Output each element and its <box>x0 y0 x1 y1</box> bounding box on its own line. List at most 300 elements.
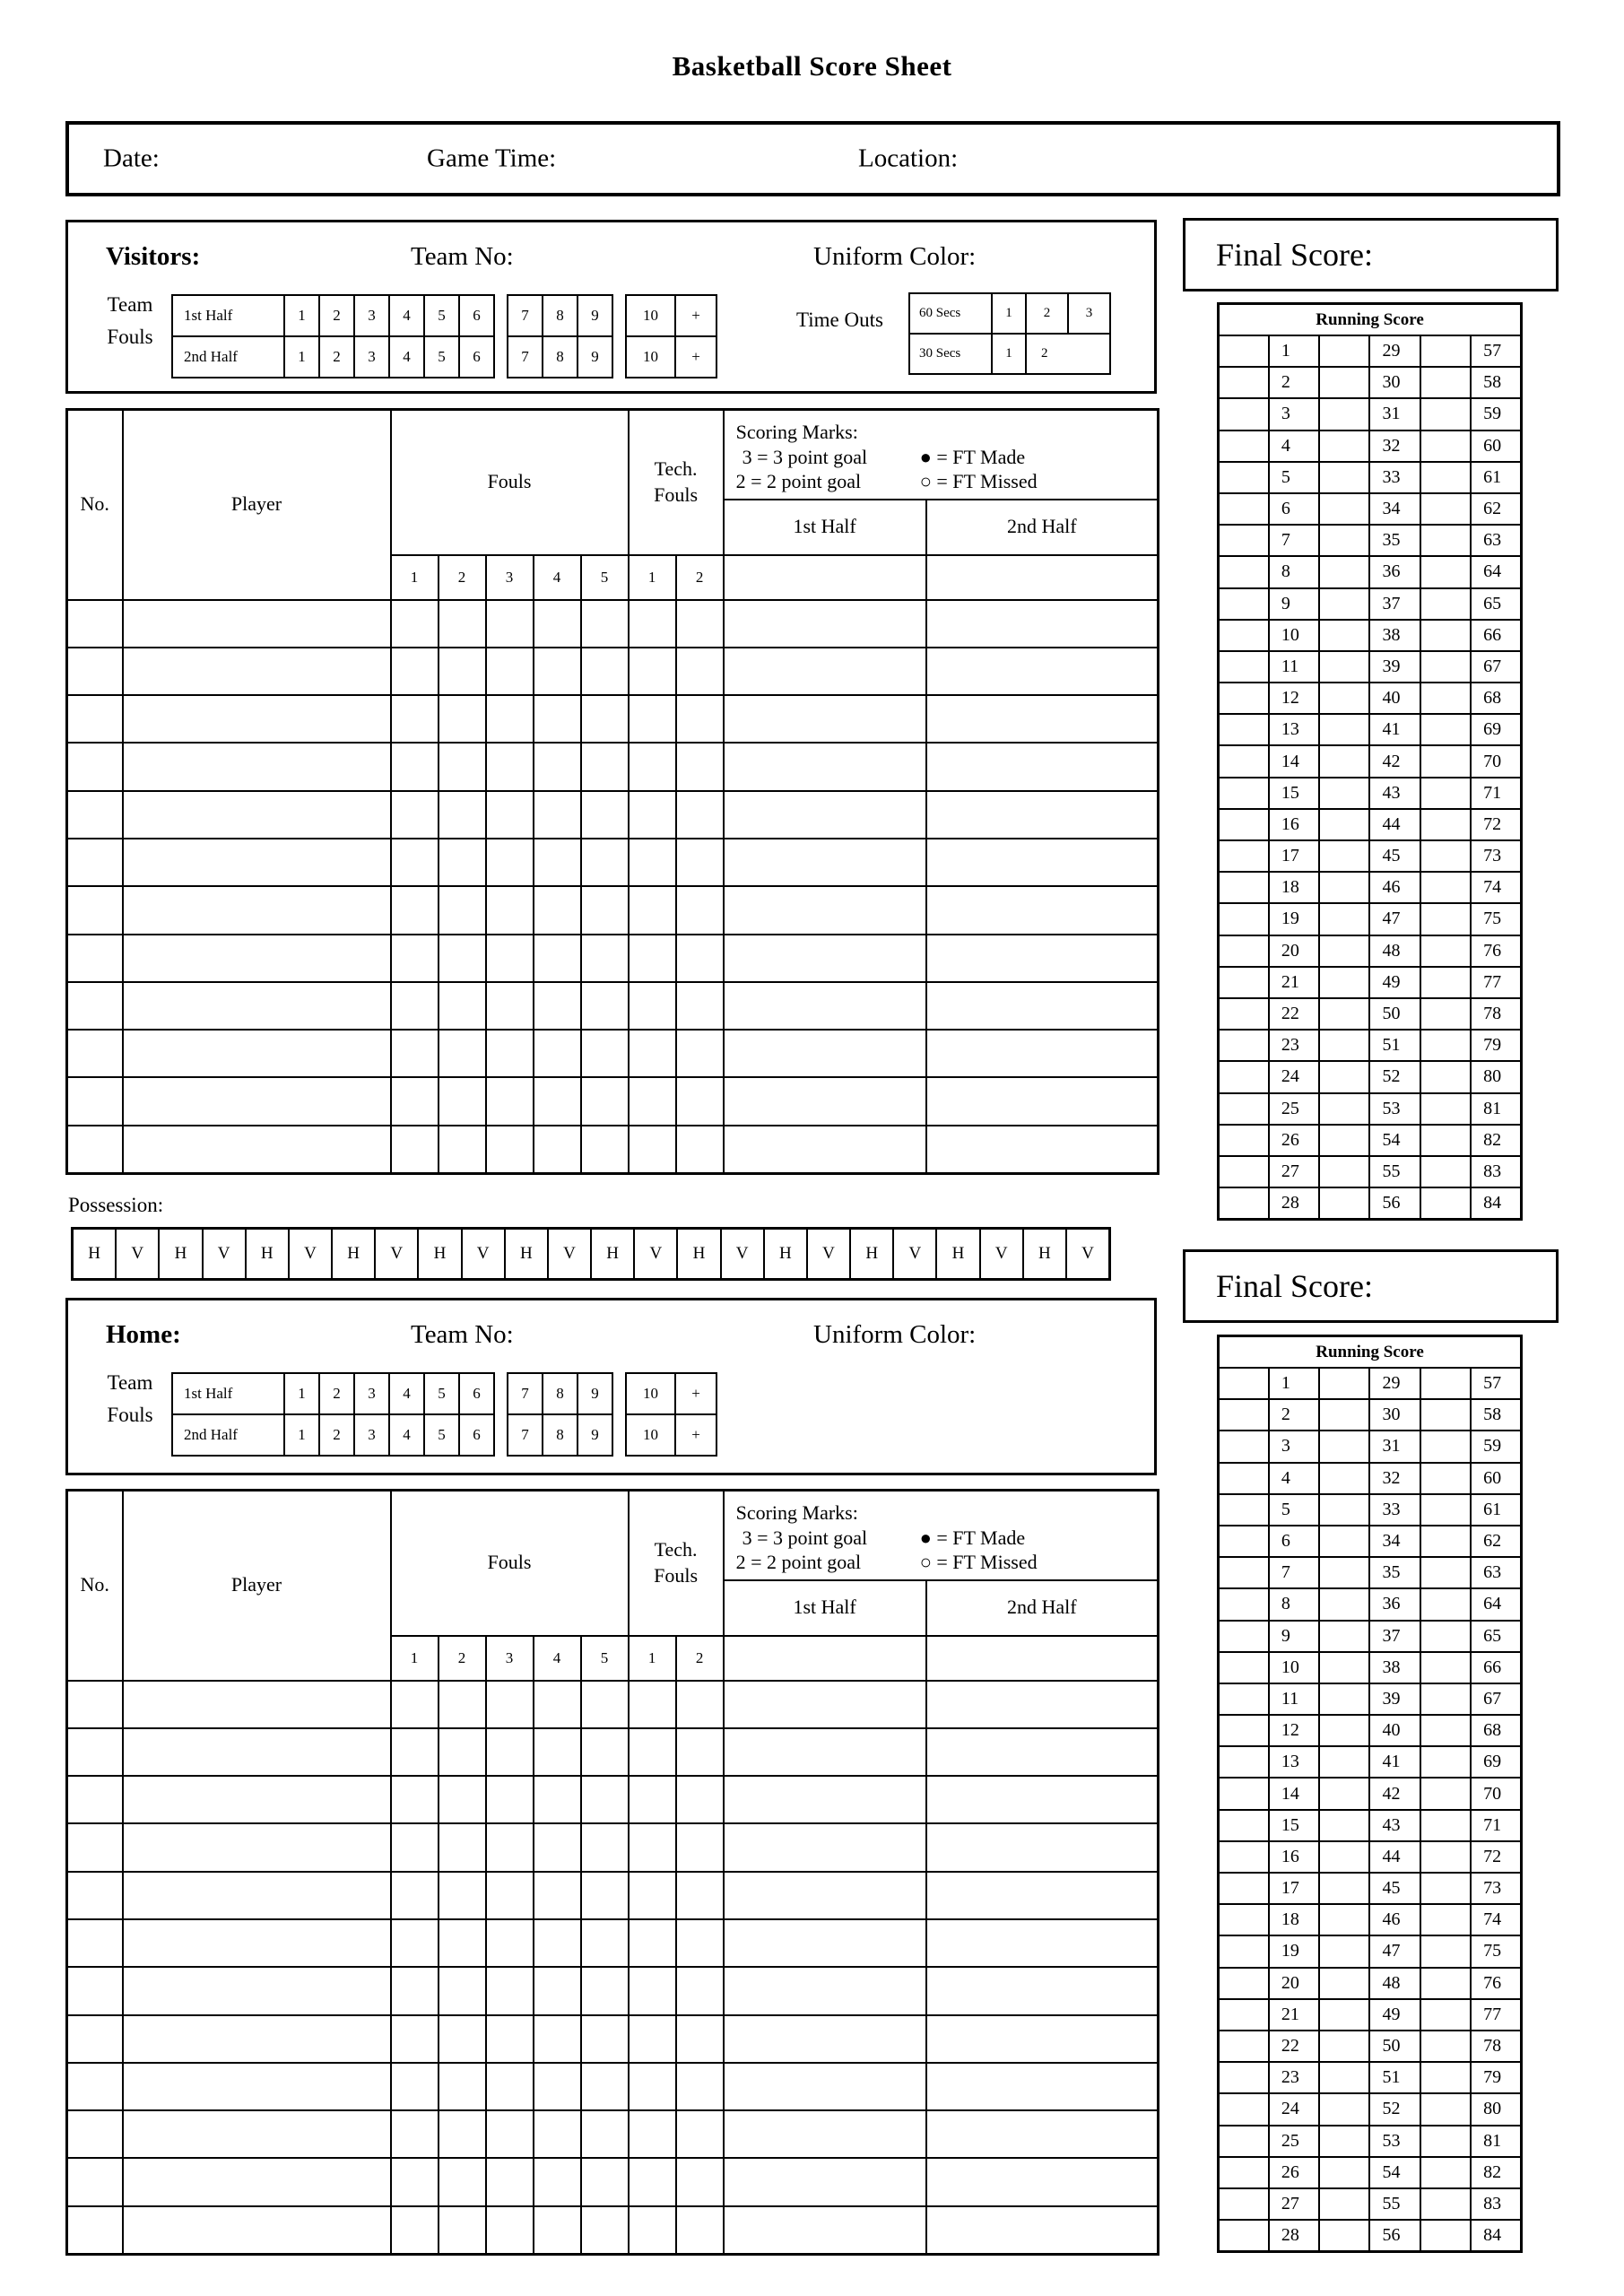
running-score-mark-cell[interactable] <box>1219 1399 1269 1431</box>
foul-box-cell[interactable] <box>534 2110 581 2158</box>
tech-foul-box-cell[interactable] <box>676 1967 724 2014</box>
running-score-number[interactable]: 64 <box>1471 1588 1521 1620</box>
visitors-final-score-box[interactable] <box>1183 218 1559 291</box>
second-half-score-cell[interactable] <box>926 2015 1159 2063</box>
running-score-mark-cell[interactable] <box>1219 840 1269 872</box>
running-score-number[interactable]: 44 <box>1369 1841 1420 1873</box>
foul-box-cell[interactable] <box>439 1681 486 1728</box>
player-no-cell[interactable] <box>67 2206 123 2254</box>
first-half-score-cell[interactable] <box>724 1681 926 1728</box>
running-score-mark-cell[interactable] <box>1420 1935 1471 1967</box>
running-score-mark-cell[interactable] <box>1219 2062 1269 2093</box>
tech-foul-box-cell[interactable] <box>676 1030 724 1077</box>
player-no-cell[interactable] <box>67 2158 123 2205</box>
player-name-cell[interactable] <box>123 2063 391 2110</box>
running-score-mark-cell[interactable] <box>1319 1746 1369 1778</box>
tech-foul-box-cell[interactable] <box>629 1126 676 1173</box>
running-score-mark-cell[interactable] <box>1319 1810 1369 1841</box>
foul-box-cell[interactable] <box>439 2063 486 2110</box>
player-name-cell[interactable] <box>123 1823 391 1871</box>
running-score-mark-cell[interactable] <box>1219 1061 1269 1092</box>
foul-box-cell[interactable] <box>581 1776 629 1823</box>
foul-box-cell[interactable] <box>581 2110 629 2158</box>
running-score-mark-cell[interactable] <box>1319 2220 1369 2251</box>
team-foul-number[interactable]: 5 <box>424 1414 459 1456</box>
team-foul-number[interactable]: 3 <box>354 1414 389 1456</box>
foul-box-cell[interactable] <box>534 2063 581 2110</box>
foul-box-cell[interactable] <box>581 791 629 839</box>
running-score-number[interactable]: 29 <box>1369 335 1420 367</box>
foul-box-cell[interactable] <box>534 982 581 1030</box>
foul-box-cell[interactable] <box>391 695 439 743</box>
tech-foul-box-cell[interactable] <box>676 1872 724 1919</box>
tech-foul-box-cell[interactable] <box>629 695 676 743</box>
running-score-number[interactable]: 54 <box>1369 1125 1420 1156</box>
running-score-mark-cell[interactable] <box>1319 651 1369 683</box>
foul-box-cell[interactable] <box>581 1872 629 1919</box>
player-name-cell[interactable] <box>123 982 391 1030</box>
team-foul-number[interactable]: 9 <box>578 336 612 378</box>
tech-foul-box-cell[interactable] <box>629 1919 676 1967</box>
player-name-cell[interactable] <box>123 2015 391 2063</box>
first-half-score-cell[interactable] <box>724 1919 926 1967</box>
tech-foul-box-cell[interactable] <box>676 839 724 886</box>
running-score-number[interactable]: 1 <box>1269 1368 1319 1399</box>
running-score-number[interactable]: 43 <box>1369 1810 1420 1841</box>
running-score-number[interactable]: 27 <box>1269 1156 1319 1187</box>
running-score-mark-cell[interactable] <box>1219 1999 1269 2031</box>
foul-box-cell[interactable] <box>581 1681 629 1728</box>
tech-foul-box-cell[interactable] <box>676 2015 724 2063</box>
running-score-number[interactable]: 71 <box>1471 778 1521 809</box>
team-foul-number[interactable]: 3 <box>354 295 389 336</box>
running-score-number[interactable]: 28 <box>1269 1187 1319 1219</box>
team-foul-number[interactable]: 7 <box>508 1373 543 1414</box>
running-score-number[interactable]: 19 <box>1269 1935 1319 1967</box>
running-score-number[interactable]: 82 <box>1471 2157 1521 2188</box>
player-name-cell[interactable] <box>123 2110 391 2158</box>
running-score-number[interactable]: 81 <box>1471 2126 1521 2157</box>
running-score-mark-cell[interactable] <box>1420 620 1471 651</box>
second-half-score-cell[interactable] <box>926 1126 1159 1173</box>
running-score-number[interactable]: 8 <box>1269 1588 1319 1620</box>
tech-foul-box-cell[interactable] <box>676 2110 724 2158</box>
running-score-number[interactable]: 3 <box>1269 1431 1319 1462</box>
possession-cell[interactable]: H <box>419 1230 462 1278</box>
foul-box-cell[interactable] <box>486 935 534 982</box>
player-name-cell[interactable] <box>123 1967 391 2014</box>
possession-cell[interactable]: H <box>937 1230 980 1278</box>
running-score-mark-cell[interactable] <box>1319 1588 1369 1620</box>
running-score-mark-cell[interactable] <box>1420 1557 1471 1588</box>
running-score-number[interactable]: 49 <box>1369 1999 1420 2031</box>
running-score-mark-cell[interactable] <box>1420 1810 1471 1841</box>
foul-box-cell[interactable] <box>581 1919 629 1967</box>
first-half-score-cell[interactable] <box>724 695 926 743</box>
running-score-number[interactable]: 33 <box>1369 1494 1420 1526</box>
tech-foul-box-cell[interactable] <box>629 2158 676 2205</box>
running-score-number[interactable]: 59 <box>1471 1431 1521 1462</box>
running-score-number[interactable]: 37 <box>1369 588 1420 620</box>
running-score-mark-cell[interactable] <box>1420 840 1471 872</box>
second-half-score-cell[interactable] <box>926 1823 1159 1871</box>
player-name-cell[interactable] <box>123 2158 391 2205</box>
running-score-number[interactable]: 65 <box>1471 588 1521 620</box>
team-foul-number[interactable]: 3 <box>354 336 389 378</box>
foul-box-cell[interactable] <box>486 695 534 743</box>
running-score-mark-cell[interactable] <box>1420 1431 1471 1462</box>
foul-box-cell[interactable] <box>534 1919 581 1967</box>
running-score-mark-cell[interactable] <box>1420 1187 1471 1219</box>
foul-box-cell[interactable] <box>391 2158 439 2205</box>
running-score-number[interactable]: 38 <box>1369 620 1420 651</box>
running-score-mark-cell[interactable] <box>1420 2031 1471 2062</box>
running-score-mark-cell[interactable] <box>1319 1187 1369 1219</box>
team-foul-number[interactable]: 10 <box>626 1373 675 1414</box>
first-half-score-cell[interactable] <box>724 2110 926 2158</box>
team-foul-number[interactable]: 2 <box>319 295 354 336</box>
team-foul-number[interactable]: 7 <box>508 1414 543 1456</box>
foul-box-cell[interactable] <box>486 1919 534 1967</box>
running-score-mark-cell[interactable] <box>1219 1935 1269 1967</box>
tech-foul-box-cell[interactable] <box>676 886 724 934</box>
second-half-score-cell[interactable] <box>926 1919 1159 1967</box>
running-score-number[interactable]: 31 <box>1369 1431 1420 1462</box>
running-score-mark-cell[interactable] <box>1319 430 1369 462</box>
foul-box-cell[interactable] <box>534 1823 581 1871</box>
running-score-number[interactable]: 28 <box>1269 2220 1319 2251</box>
second-half-score-cell[interactable] <box>926 2110 1159 2158</box>
foul-box-cell[interactable] <box>486 2158 534 2205</box>
foul-box-cell[interactable] <box>439 1030 486 1077</box>
running-score-number[interactable]: 73 <box>1471 840 1521 872</box>
running-score-number[interactable]: 11 <box>1269 651 1319 683</box>
possession-cell[interactable]: H <box>1024 1230 1067 1278</box>
running-score-mark-cell[interactable] <box>1319 903 1369 935</box>
first-half-score-cell[interactable] <box>724 1967 926 2014</box>
timeout-number[interactable]: 2 <box>1026 334 1110 374</box>
running-score-mark-cell[interactable] <box>1219 1557 1269 1588</box>
running-score-number[interactable]: 78 <box>1471 2031 1521 2062</box>
team-foul-number[interactable]: 3 <box>354 1373 389 1414</box>
running-score-mark-cell[interactable] <box>1219 1841 1269 1873</box>
foul-box-cell[interactable] <box>439 1126 486 1173</box>
second-half-score-cell[interactable] <box>926 982 1159 1030</box>
first-half-score-cell[interactable] <box>724 935 926 982</box>
tech-foul-box-cell[interactable] <box>676 1126 724 1173</box>
foul-box-cell[interactable] <box>391 2015 439 2063</box>
foul-box-cell[interactable] <box>486 1967 534 2014</box>
running-score-mark-cell[interactable] <box>1319 1999 1369 2031</box>
running-score-number[interactable]: 68 <box>1471 683 1521 714</box>
tech-foul-box-cell[interactable] <box>676 648 724 695</box>
first-half-score-cell[interactable] <box>724 1077 926 1125</box>
running-score-number[interactable]: 26 <box>1269 1125 1319 1156</box>
possession-cell[interactable]: V <box>204 1230 247 1278</box>
foul-box-cell[interactable] <box>581 2015 629 2063</box>
running-score-mark-cell[interactable] <box>1420 809 1471 840</box>
foul-box-cell[interactable] <box>391 1681 439 1728</box>
running-score-mark-cell[interactable] <box>1420 588 1471 620</box>
running-score-mark-cell[interactable] <box>1420 1125 1471 1156</box>
running-score-number[interactable]: 55 <box>1369 2188 1420 2220</box>
running-score-mark-cell[interactable] <box>1420 525 1471 556</box>
team-foul-number[interactable]: 4 <box>389 295 424 336</box>
running-score-number[interactable]: 74 <box>1471 872 1521 903</box>
running-score-mark-cell[interactable] <box>1420 745 1471 777</box>
running-score-number[interactable]: 24 <box>1269 2093 1319 2125</box>
team-foul-number[interactable]: 6 <box>459 1373 494 1414</box>
tech-foul-box-cell[interactable] <box>676 2206 724 2254</box>
tech-foul-box-cell[interactable] <box>629 2206 676 2254</box>
tech-foul-box-cell[interactable] <box>676 695 724 743</box>
running-score-mark-cell[interactable] <box>1420 935 1471 967</box>
running-score-mark-cell[interactable] <box>1420 2062 1471 2093</box>
second-half-score-cell[interactable] <box>926 1776 1159 1823</box>
running-score-mark-cell[interactable] <box>1420 1841 1471 1873</box>
running-score-mark-cell[interactable] <box>1219 714 1269 745</box>
running-score-mark-cell[interactable] <box>1219 335 1269 367</box>
running-score-mark-cell[interactable] <box>1420 1030 1471 1061</box>
running-score-number[interactable]: 17 <box>1269 840 1319 872</box>
running-score-number[interactable]: 29 <box>1369 1368 1420 1399</box>
running-score-mark-cell[interactable] <box>1420 683 1471 714</box>
running-score-mark-cell[interactable] <box>1319 620 1369 651</box>
running-score-mark-cell[interactable] <box>1319 1526 1369 1557</box>
running-score-mark-cell[interactable] <box>1319 1494 1369 1526</box>
running-score-mark-cell[interactable] <box>1219 809 1269 840</box>
running-score-number[interactable]: 30 <box>1369 1399 1420 1431</box>
running-score-mark-cell[interactable] <box>1319 2188 1369 2220</box>
possession-cell[interactable]: H <box>333 1230 376 1278</box>
foul-box-cell[interactable] <box>534 2015 581 2063</box>
running-score-number[interactable]: 8 <box>1269 556 1319 587</box>
running-score-mark-cell[interactable] <box>1219 493 1269 525</box>
foul-box-cell[interactable] <box>486 2015 534 2063</box>
running-score-number[interactable]: 52 <box>1369 1061 1420 1092</box>
running-score-number[interactable]: 35 <box>1369 1557 1420 1588</box>
team-foul-number[interactable]: 2 <box>319 336 354 378</box>
running-score-number[interactable]: 80 <box>1471 1061 1521 1092</box>
running-score-number[interactable]: 24 <box>1269 1061 1319 1092</box>
player-no-cell[interactable] <box>67 600 123 648</box>
running-score-mark-cell[interactable] <box>1319 1904 1369 1935</box>
running-score-number[interactable]: 3 <box>1269 398 1319 430</box>
player-no-cell[interactable] <box>67 743 123 790</box>
foul-box-cell[interactable] <box>486 2063 534 2110</box>
running-score-mark-cell[interactable] <box>1420 714 1471 745</box>
tech-foul-box-cell[interactable] <box>629 1872 676 1919</box>
running-score-number[interactable]: 5 <box>1269 1494 1319 1526</box>
running-score-number[interactable]: 43 <box>1369 778 1420 809</box>
foul-box-cell[interactable] <box>486 2110 534 2158</box>
tech-foul-box-cell[interactable] <box>676 1776 724 1823</box>
foul-box-cell[interactable] <box>581 695 629 743</box>
player-no-cell[interactable] <box>67 648 123 695</box>
running-score-number[interactable]: 61 <box>1471 462 1521 493</box>
tech-foul-box-cell[interactable] <box>629 1030 676 1077</box>
foul-box-cell[interactable] <box>534 648 581 695</box>
player-no-cell[interactable] <box>67 2015 123 2063</box>
running-score-mark-cell[interactable] <box>1420 1778 1471 1809</box>
possession-cell[interactable]: V <box>463 1230 506 1278</box>
foul-box-cell[interactable] <box>439 1919 486 1967</box>
second-half-score-cell[interactable] <box>926 2158 1159 2205</box>
team-foul-number[interactable]: 7 <box>508 295 543 336</box>
possession-cell[interactable]: H <box>74 1230 117 1278</box>
running-score-number[interactable]: 65 <box>1471 1621 1521 1652</box>
running-score-mark-cell[interactable] <box>1219 967 1269 998</box>
running-score-number[interactable]: 76 <box>1471 1968 1521 1999</box>
second-half-score-cell[interactable] <box>926 743 1159 790</box>
tech-foul-box-cell[interactable] <box>629 1681 676 1728</box>
running-score-number[interactable]: 53 <box>1369 1093 1420 1125</box>
foul-box-cell[interactable] <box>486 743 534 790</box>
foul-box-cell[interactable] <box>391 935 439 982</box>
running-score-number[interactable]: 58 <box>1471 367 1521 398</box>
possession-cell[interactable]: H <box>160 1230 203 1278</box>
running-score-mark-cell[interactable] <box>1219 1873 1269 1904</box>
running-score-number[interactable]: 17 <box>1269 1873 1319 1904</box>
possession-cell[interactable]: H <box>765 1230 808 1278</box>
possession-cell[interactable]: H <box>678 1230 721 1278</box>
running-score-number[interactable]: 23 <box>1269 1030 1319 1061</box>
running-score-number[interactable]: 71 <box>1471 1810 1521 1841</box>
team-foul-number[interactable]: + <box>675 1373 716 1414</box>
tech-foul-box-cell[interactable] <box>629 1077 676 1125</box>
running-score-number[interactable]: 22 <box>1269 998 1319 1030</box>
running-score-mark-cell[interactable] <box>1420 2093 1471 2125</box>
running-score-mark-cell[interactable] <box>1420 1621 1471 1652</box>
running-score-number[interactable]: 13 <box>1269 714 1319 745</box>
possession-cell[interactable]: H <box>592 1230 635 1278</box>
foul-box-cell[interactable] <box>486 1681 534 1728</box>
foul-box-cell[interactable] <box>581 2158 629 2205</box>
tech-foul-box-cell[interactable] <box>676 1919 724 1967</box>
home-final-score-box[interactable] <box>1183 1249 1559 1323</box>
foul-box-cell[interactable] <box>391 1967 439 2014</box>
foul-box-cell[interactable] <box>439 2015 486 2063</box>
foul-box-cell[interactable] <box>439 2206 486 2254</box>
running-score-mark-cell[interactable] <box>1420 2220 1471 2251</box>
foul-box-cell[interactable] <box>391 1030 439 1077</box>
running-score-number[interactable]: 39 <box>1369 651 1420 683</box>
tech-foul-box-cell[interactable] <box>629 648 676 695</box>
tech-foul-box-cell[interactable] <box>676 935 724 982</box>
running-score-number[interactable]: 81 <box>1471 1093 1521 1125</box>
running-score-number[interactable]: 78 <box>1471 998 1521 1030</box>
team-foul-number[interactable]: 5 <box>424 1373 459 1414</box>
foul-box-cell[interactable] <box>486 648 534 695</box>
foul-box-cell[interactable] <box>581 1728 629 1776</box>
foul-box-cell[interactable] <box>439 648 486 695</box>
running-score-number[interactable]: 42 <box>1369 745 1420 777</box>
foul-box-cell[interactable] <box>486 982 534 1030</box>
running-score-number[interactable]: 82 <box>1471 1125 1521 1156</box>
running-score-number[interactable]: 66 <box>1471 620 1521 651</box>
tech-foul-box-cell[interactable] <box>629 2063 676 2110</box>
foul-box-cell[interactable] <box>439 886 486 934</box>
second-half-score-cell[interactable] <box>926 839 1159 886</box>
running-score-number[interactable]: 46 <box>1369 872 1420 903</box>
running-score-mark-cell[interactable] <box>1219 872 1269 903</box>
player-no-cell[interactable] <box>67 2110 123 2158</box>
foul-box-cell[interactable] <box>534 935 581 982</box>
running-score-number[interactable]: 70 <box>1471 745 1521 777</box>
team-foul-number[interactable]: 9 <box>578 1414 612 1456</box>
running-score-mark-cell[interactable] <box>1219 903 1269 935</box>
running-score-mark-cell[interactable] <box>1219 2157 1269 2188</box>
running-score-mark-cell[interactable] <box>1319 1463 1369 1494</box>
first-half-score-cell[interactable] <box>724 839 926 886</box>
tech-foul-box-cell[interactable] <box>629 2015 676 2063</box>
running-score-mark-cell[interactable] <box>1319 1841 1369 1873</box>
running-score-mark-cell[interactable] <box>1420 1873 1471 1904</box>
running-score-mark-cell[interactable] <box>1319 935 1369 967</box>
running-score-number[interactable]: 60 <box>1471 1463 1521 1494</box>
foul-box-cell[interactable] <box>534 886 581 934</box>
first-half-score-cell[interactable] <box>724 2015 926 2063</box>
running-score-number[interactable]: 16 <box>1269 1841 1319 1873</box>
running-score-number[interactable]: 1 <box>1269 335 1319 367</box>
running-score-number[interactable]: 21 <box>1269 967 1319 998</box>
foul-box-cell[interactable] <box>534 1681 581 1728</box>
running-score-number[interactable]: 75 <box>1471 903 1521 935</box>
player-name-cell[interactable] <box>123 2206 391 2254</box>
running-score-number[interactable]: 74 <box>1471 1904 1521 1935</box>
tech-foul-box-cell[interactable] <box>676 982 724 1030</box>
foul-box-cell[interactable] <box>534 1126 581 1173</box>
second-half-score-cell[interactable] <box>926 1030 1159 1077</box>
player-name-cell[interactable] <box>123 1872 391 1919</box>
possession-cell[interactable]: V <box>1081 1244 1094 1263</box>
running-score-mark-cell[interactable] <box>1219 1904 1269 1935</box>
running-score-mark-cell[interactable] <box>1319 1093 1369 1125</box>
running-score-mark-cell[interactable] <box>1219 1778 1269 1809</box>
second-half-score-cell[interactable] <box>926 695 1159 743</box>
running-score-number[interactable]: 12 <box>1269 1715 1319 1746</box>
running-score-mark-cell[interactable] <box>1319 1557 1369 1588</box>
player-name-cell[interactable] <box>123 695 391 743</box>
running-score-number[interactable]: 16 <box>1269 809 1319 840</box>
running-score-mark-cell[interactable] <box>1319 1968 1369 1999</box>
player-no-cell[interactable] <box>67 1872 123 1919</box>
foul-box-cell[interactable] <box>391 1126 439 1173</box>
running-score-number[interactable]: 84 <box>1471 2220 1521 2251</box>
first-half-score-cell[interactable] <box>724 600 926 648</box>
first-half-score-cell[interactable] <box>724 886 926 934</box>
first-half-score-cell[interactable] <box>724 1776 926 1823</box>
running-score-number[interactable]: 62 <box>1471 1526 1521 1557</box>
tech-foul-box-cell[interactable] <box>676 791 724 839</box>
running-score-mark-cell[interactable] <box>1319 2126 1369 2157</box>
running-score-number[interactable]: 40 <box>1369 1715 1420 1746</box>
tech-foul-box-cell[interactable] <box>629 791 676 839</box>
running-score-mark-cell[interactable] <box>1219 2093 1269 2125</box>
tech-foul-box-cell[interactable] <box>676 2158 724 2205</box>
second-half-score-cell[interactable] <box>926 2063 1159 2110</box>
player-name-cell[interactable] <box>123 600 391 648</box>
running-score-mark-cell[interactable] <box>1319 1683 1369 1715</box>
running-score-mark-cell[interactable] <box>1319 1652 1369 1683</box>
running-score-mark-cell[interactable] <box>1319 398 1369 430</box>
running-score-mark-cell[interactable] <box>1420 493 1471 525</box>
running-score-number[interactable]: 62 <box>1471 493 1521 525</box>
running-score-mark-cell[interactable] <box>1319 2031 1369 2062</box>
running-score-number[interactable]: 51 <box>1369 2062 1420 2093</box>
foul-box-cell[interactable] <box>439 695 486 743</box>
running-score-number[interactable]: 44 <box>1369 809 1420 840</box>
